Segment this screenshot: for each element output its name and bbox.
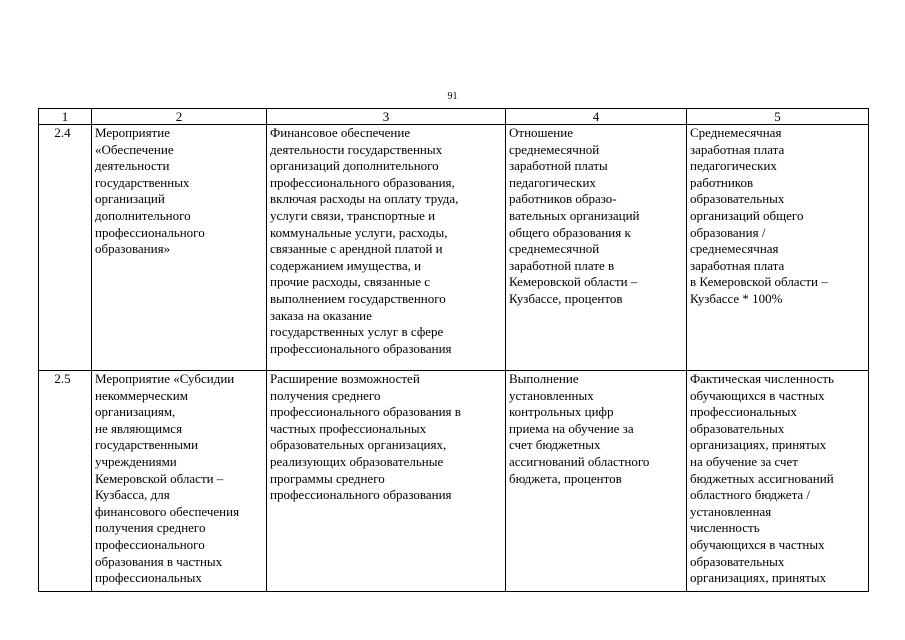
row-number-cell: 2.5 <box>39 371 92 592</box>
event-description-cell: Расширение возможностей получения среднего профессионального образования в частных профессиональных образовательных организациях, реализующих образовательные программы среднего профессионального образования <box>267 371 506 592</box>
event-name-cell: Мероприятие «Субсидии некоммерческим организациям, не являющимся государственными учреждениями Кемеровской области – Кузбасса, для финансового обеспечения получения среднего профессионального образования в частных профессиональных <box>92 371 267 592</box>
column-header: 2 <box>92 109 267 125</box>
indicator-cell: Выполнение установленных контрольных цифр приема на обучение за счет бюджетных ассигнований областного бюджета, процентов <box>506 371 687 592</box>
column-header: 3 <box>267 109 506 125</box>
table-row <box>39 125 869 371</box>
event-name-cell: Мероприятие «Обеспечение деятельности государственных организаций дополнительного профессионального образования» <box>92 125 267 371</box>
formula-cell: Среднемесячная заработная плата педагогических работников образовательных организаций общего образования / среднемесячная заработная плата в Кемеровской области – Кузбассе * 100% <box>687 125 869 371</box>
column-header: 4 <box>506 109 687 125</box>
column-header: 1 <box>39 109 92 125</box>
indicator-cell: Отношение среднемесячной заработной платы педагогических работников образо- вательных организаций общего образования к среднемесячной заработной плате в Кемеровской области – Кузбассе, процентов <box>506 125 687 371</box>
row-number-cell: 2.4 <box>39 125 92 371</box>
event-description-cell: Финансовое обеспечение деятельности государственных организаций дополнительного профессионального образования, включая расходы на оплату труда, услуги связи, транспортные и коммунальные услуги, расходы, связанные с арендной платой и содержанием имущества, и прочие расходы, связанные с выполнением государственного заказа на оказание государственных услуг в сфере профессионального образования <box>267 125 506 371</box>
measures-table <box>38 108 869 592</box>
formula-cell: Фактическая численность обучающихся в частных профессиональных образовательных организациях, принятых на обучение за счет бюджетных ассигнований областного бюджета / установленная численность обучающихся в частных образовательных организациях, принятых <box>687 371 869 592</box>
table-header-row <box>39 109 869 125</box>
page-number: 91 <box>447 91 458 102</box>
table-row <box>39 371 869 592</box>
column-header: 5 <box>687 109 869 125</box>
